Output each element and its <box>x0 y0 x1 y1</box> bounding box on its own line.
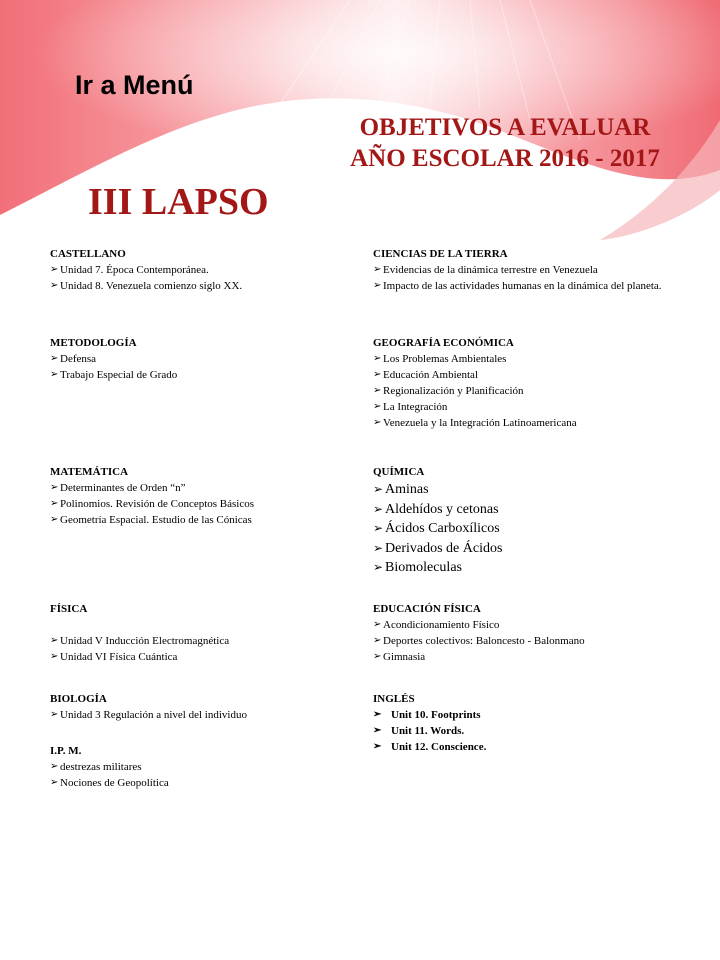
subject-heading: MATEMÁTICA <box>50 466 129 478</box>
arrow-bullet-icon: ➢ <box>373 264 382 275</box>
item-text: Acondicionamiento Físico <box>383 619 500 631</box>
list-item <box>373 262 693 278</box>
subject-heading: METODOLOGÍA <box>50 337 137 349</box>
list-item <box>50 512 350 528</box>
list-item <box>373 539 693 559</box>
arrow-bullet-icon: ➢ <box>50 482 59 493</box>
objectives-list <box>373 707 693 755</box>
objectives-list <box>373 617 693 665</box>
arrow-bullet-icon: ➢ <box>50 651 59 662</box>
subject-quimica <box>373 464 693 578</box>
item-text: Trabajo Especial de Grado <box>60 369 178 381</box>
subject-metodologia <box>50 335 350 383</box>
subject-educacion-fisica <box>373 601 693 665</box>
list-item <box>373 633 693 649</box>
objectives-list <box>50 480 350 528</box>
school-year-line: AÑO ESCOLAR 2016 - 2017 <box>350 145 660 172</box>
list-item <box>373 278 693 294</box>
item-text: Unidad 3 Regulación a nivel del individuo <box>60 709 247 721</box>
arrow-bullet-icon: ➢ <box>373 725 382 736</box>
subject-castellano <box>50 246 350 294</box>
arrow-bullet-icon: ➢ <box>373 417 382 428</box>
item-text: Deportes colectivos: Baloncesto - Balonmano <box>383 635 585 647</box>
arrow-bullet-icon: ➢ <box>50 280 59 291</box>
list-item <box>373 367 693 383</box>
item-text: Unit 11. Words. <box>391 725 465 737</box>
arrow-bullet-icon: ➢ <box>373 619 382 630</box>
arrow-bullet-icon: ➢ <box>373 501 384 516</box>
lapso-title: III LAPSO <box>88 181 269 223</box>
item-text: Venezuela y la Integración Latinoamericana <box>383 417 577 429</box>
item-text: Nociones de Geopolítica <box>60 777 169 789</box>
list-item <box>373 383 693 399</box>
item-text: Biomoleculas <box>385 560 462 575</box>
list-item <box>373 558 693 578</box>
list-item <box>373 723 693 739</box>
list-item <box>50 367 350 383</box>
arrow-bullet-icon: ➢ <box>373 482 384 496</box>
item-text: Regionalización y Planificación <box>383 385 524 397</box>
item-text: Los Problemas Ambientales <box>383 353 507 365</box>
objectives-list <box>50 262 350 294</box>
arrow-bullet-icon: ➢ <box>373 540 384 555</box>
subject-heading: INGLÉS <box>373 693 415 705</box>
arrow-bullet-icon: ➢ <box>50 369 59 380</box>
arrow-bullet-icon: ➢ <box>373 401 382 412</box>
item-text: Ácidos Carboxílicos <box>385 521 500 536</box>
objectives-list <box>373 351 693 431</box>
list-item <box>373 480 693 500</box>
list-item <box>50 262 350 278</box>
list-item <box>50 775 350 791</box>
item-text: Unidad 7. Época Contemporánea. <box>60 264 209 276</box>
list-item <box>50 649 350 665</box>
objectives-list <box>50 633 350 665</box>
subject-heading: CASTELLANO <box>50 248 126 260</box>
objectives-title <box>330 112 680 174</box>
arrow-bullet-icon: ➢ <box>373 280 382 291</box>
arrow-bullet-icon: ➢ <box>373 521 384 535</box>
item-text: Polinomios. Revisión de Conceptos Básicos <box>60 498 255 510</box>
subject-ipm <box>50 743 350 791</box>
subject-heading: BIOLOGÍA <box>50 693 107 705</box>
subject-geografia-economica <box>373 335 693 431</box>
item-text: Aminas <box>385 482 429 497</box>
arrow-bullet-icon: ➢ <box>50 264 59 275</box>
subject-matematica <box>50 464 350 528</box>
arrow-bullet-icon: ➢ <box>373 741 382 752</box>
item-text: Gimnasia <box>383 651 426 663</box>
list-item <box>373 617 693 633</box>
go-to-menu-link[interactable]: Ir a Menú <box>75 70 194 100</box>
item-text: Unit 12. Conscience. <box>391 741 487 753</box>
list-item <box>373 351 693 367</box>
subject-heading: CIENCIAS DE LA TIERRA <box>373 248 508 260</box>
list-item <box>50 633 350 649</box>
subject-heading: EDUCACIÓN FÍSICA <box>373 603 481 615</box>
arrow-bullet-icon: ➢ <box>373 353 382 364</box>
arrow-bullet-icon: ➢ <box>373 651 382 662</box>
item-text: Impacto de las actividades humanas en la dinámica del planeta. <box>383 280 662 292</box>
arrow-bullet-icon: ➢ <box>50 761 59 772</box>
objectives-list <box>50 707 350 723</box>
item-text: Derivados de Ácidos <box>385 540 503 556</box>
list-item <box>373 707 693 723</box>
list-item <box>50 707 350 723</box>
objectives-list <box>50 351 350 383</box>
item-text: Determinantes de Orden “n” <box>60 482 186 494</box>
arrow-bullet-icon: ➢ <box>373 369 382 380</box>
arrow-bullet-icon: ➢ <box>373 635 382 646</box>
subject-biologia <box>50 691 350 723</box>
item-text: Unidad 8. Venezuela comienzo siglo XX. <box>60 280 243 292</box>
item-text: Educación Ambiental <box>383 369 478 381</box>
list-item <box>50 496 350 512</box>
list-item <box>373 739 693 755</box>
item-text: Unit 10. Footprints <box>391 709 481 721</box>
list-item <box>373 500 693 520</box>
item-text: La Integración <box>383 401 448 413</box>
list-item <box>50 480 350 496</box>
arrow-bullet-icon: ➢ <box>50 709 59 720</box>
subject-fisica <box>50 601 350 665</box>
list-item <box>373 519 693 539</box>
arrow-bullet-icon: ➢ <box>50 498 59 509</box>
item-text: Evidencias de la dinámica terrestre en Venezuela <box>383 264 598 276</box>
list-item <box>373 649 693 665</box>
objectives-title-line1: OBJETIVOS A EVALUAR <box>359 114 651 141</box>
subject-ciencias-de-la-tierra <box>373 246 693 294</box>
objectives-list <box>373 480 693 578</box>
arrow-bullet-icon: ➢ <box>50 635 59 646</box>
item-text: Unidad VI Física Cuántica <box>60 651 178 663</box>
subject-heading: FÍSICA <box>50 603 88 615</box>
objectives-list <box>373 262 693 294</box>
arrow-bullet-icon: ➢ <box>50 514 59 525</box>
arrow-bullet-icon: ➢ <box>373 560 384 574</box>
list-item <box>373 415 693 431</box>
item-text: Geometría Espacial. Estudio de las Cónicas <box>60 514 252 526</box>
subject-heading: I.P. M. <box>50 745 82 757</box>
list-item <box>50 351 350 367</box>
list-item <box>50 759 350 775</box>
arrow-bullet-icon: ➢ <box>373 385 382 396</box>
list-item <box>373 399 693 415</box>
item-text: Aldehídos y cetonas <box>385 501 499 517</box>
subject-heading: QUÍMICA <box>373 466 425 478</box>
item-text: Unidad V Inducción Electromagnética <box>60 635 230 647</box>
objectives-list <box>50 759 350 791</box>
subject-ingles <box>373 691 693 755</box>
subject-heading: GEOGRAFÍA ECONÓMICA <box>373 337 514 349</box>
arrow-bullet-icon: ➢ <box>50 353 59 364</box>
item-text: destrezas militares <box>60 761 142 773</box>
arrow-bullet-icon: ➢ <box>373 709 382 720</box>
list-item <box>50 278 350 294</box>
item-text: Defensa <box>60 353 97 365</box>
arrow-bullet-icon: ➢ <box>50 777 59 788</box>
